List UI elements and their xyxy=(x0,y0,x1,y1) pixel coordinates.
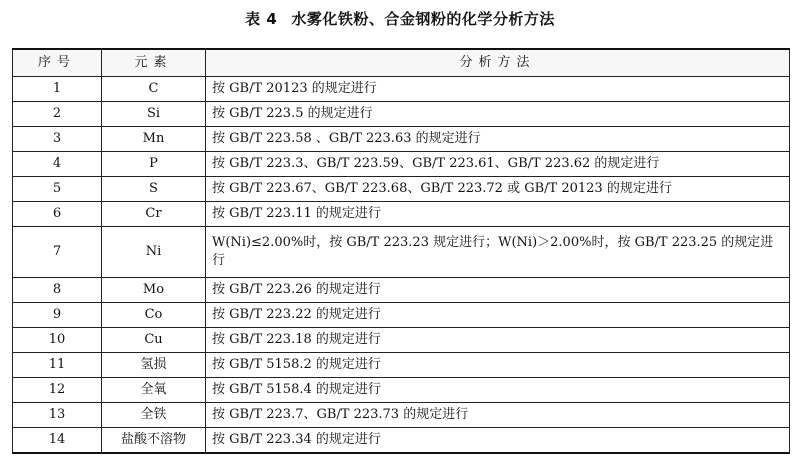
method-cell: 按 GB/T 223.11 的规定进行 xyxy=(206,202,790,227)
element-cell: 全氧 xyxy=(102,378,206,403)
method-cell: 按 GB/T 20123 的规定进行 xyxy=(206,77,790,102)
table-row xyxy=(13,278,790,303)
table-row xyxy=(13,102,790,127)
method-cell: 按 GB/T 223.18 的规定进行 xyxy=(206,328,790,353)
element-cell: C xyxy=(102,77,206,102)
method-cell: 按 GB/T 223.5 的规定进行 xyxy=(206,102,790,127)
method-cell: 按 GB/T 223.34 的规定进行 xyxy=(206,428,790,454)
table-row xyxy=(13,202,790,227)
header-row xyxy=(13,49,790,77)
table-row xyxy=(13,403,790,428)
element-cell: Mn xyxy=(102,127,206,152)
seq-cell: 1 xyxy=(13,77,102,102)
seq-cell: 9 xyxy=(13,303,102,328)
element-cell: Mo xyxy=(102,278,206,303)
seq-cell: 14 xyxy=(13,428,102,454)
element-cell: Cr xyxy=(102,202,206,227)
seq-cell: 2 xyxy=(13,102,102,127)
seq-cell: 8 xyxy=(13,278,102,303)
method-cell: 按 GB/T 5158.4 的规定进行 xyxy=(206,378,790,403)
seq-cell: 3 xyxy=(13,127,102,152)
seq-cell: 11 xyxy=(13,353,102,378)
header-element: 元素 xyxy=(102,49,206,77)
element-cell: 氢损 xyxy=(102,353,206,378)
method-cell: 按 GB/T 223.26 的规定进行 xyxy=(206,278,790,303)
element-cell: 全铁 xyxy=(102,403,206,428)
seq-cell: 12 xyxy=(13,378,102,403)
element-cell: Cu xyxy=(102,328,206,353)
method-cell: W(Ni)≤2.00%时，按 GB/T 223.23 规定进行；W(Ni)＞2.00%时，按 GB/T 223.25 的规定进行 xyxy=(206,227,790,278)
table-row xyxy=(13,152,790,177)
seq-cell: 13 xyxy=(13,403,102,428)
table-row xyxy=(13,303,790,328)
method-cell: 按 GB/T 223.67、GB/T 223.68、GB/T 223.72 或 GB/T 20123 的规定进行 xyxy=(206,177,790,202)
method-cell: 按 GB/T 223.22 的规定进行 xyxy=(206,303,790,328)
element-cell: 盐酸不溶物 xyxy=(102,428,206,454)
table-row xyxy=(13,177,790,202)
seq-cell: 10 xyxy=(13,328,102,353)
seq-cell: 5 xyxy=(13,177,102,202)
table-caption xyxy=(0,8,800,29)
element-cell: Ni xyxy=(102,227,206,278)
element-cell: Co xyxy=(102,303,206,328)
table-row xyxy=(13,77,790,102)
table-row xyxy=(13,328,790,353)
method-cell: 按 GB/T 223.7、GB/T 223.73 的规定进行 xyxy=(206,403,790,428)
table-row xyxy=(13,227,790,278)
header-seq: 序号 xyxy=(13,49,102,77)
element-cell: P xyxy=(102,152,206,177)
header-method: 分析方法 xyxy=(206,49,790,77)
table-number: 表 4 xyxy=(245,10,278,28)
seq-cell: 7 xyxy=(13,227,102,278)
method-cell: 按 GB/T 5158.2 的规定进行 xyxy=(206,353,790,378)
method-cell: 按 GB/T 223.58 、GB/T 223.63 的规定进行 xyxy=(206,127,790,152)
seq-cell: 6 xyxy=(13,202,102,227)
table-title: 水雾化铁粉、合金钢粉的化学分析方法 xyxy=(291,10,555,28)
table-row xyxy=(13,353,790,378)
element-cell: Si xyxy=(102,102,206,127)
analysis-methods-table xyxy=(12,48,790,454)
seq-cell: 4 xyxy=(13,152,102,177)
table-row xyxy=(13,127,790,152)
table-row xyxy=(13,428,790,454)
element-cell: S xyxy=(102,177,206,202)
table-row xyxy=(13,378,790,403)
method-cell: 按 GB/T 223.3、GB/T 223.59、GB/T 223.61、GB/T 223.62 的规定进行 xyxy=(206,152,790,177)
